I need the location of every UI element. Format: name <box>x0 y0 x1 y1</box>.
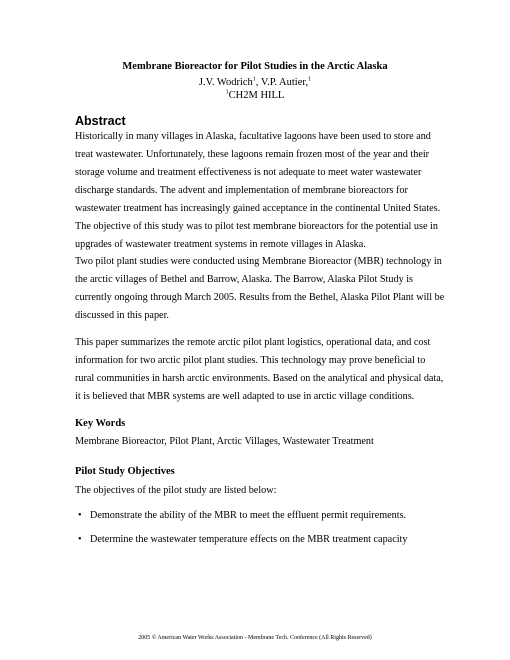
author-name: V.P. Autier, <box>260 77 309 88</box>
affiliation-mark: 1 <box>225 89 229 96</box>
keywords-text: Membrane Bioreactor, Pilot Plant, Arctic Villages, Wastewater Treatment <box>75 436 374 447</box>
author-line <box>0 76 510 89</box>
objectives-heading: Pilot Study Objectives <box>75 466 175 477</box>
affiliation <box>0 89 510 102</box>
abstract-paragraph: Historically in many villages in Alaska, facultative lagoons have been used to store and treat wastewater. Unfortunately, these lagoons remain frozen most of the year and their storage volume and treatment effectiveness is not adequate to meet water wastewater discharge standards. The advent and implementation of membrane bioreactors for wastewater treatment has increasingly gained acceptance in the continental United States. The objective of this study was to pilot test membrane bioreactors for the potential use in upgrades of wastewater treatment systems in remote villages in Alaska. <box>75 131 441 250</box>
bullet-marker: • <box>78 510 82 521</box>
page-footer: 2005 © American Water Works Association - Membrane Tech. Conference (All Rights Reserved) <box>138 635 372 641</box>
abstract-heading: Abstract <box>75 114 126 128</box>
objectives-intro: The objectives of the pilot study are listed below: <box>75 485 277 496</box>
author-separator: , <box>255 77 261 88</box>
author-name: J.V. Wodrich <box>198 77 253 88</box>
affiliation-name: CH2M HILL <box>228 90 285 101</box>
author-affil-mark: 1 <box>308 76 312 83</box>
abstract-paragraph: Two pilot plant studies were conducted using Membrane Bioreactor (MBR) technology in the arctic villages of Bethel and Barrow, Alaska. The Barrow, Alaska Pilot Study is currently ongoing through March 2005. Results from the Bethel, Alaska Pilot Plant will be discussed in this paper. <box>75 256 445 321</box>
objective-item: Determine the wastewater temperature effects on the MBR treatment capacity <box>90 534 408 545</box>
objective-item: Demonstrate the ability of the MBR to meet the effluent permit requirements. <box>90 510 407 521</box>
keywords-heading: Key Words <box>75 418 126 429</box>
abstract-paragraph: This paper summarizes the remote arctic pilot plant logistics, operational data, and cost information for two arctic pilot plant studies. This technology may prove beneficial to rural communities in harsh arctic environments. Based on the analytical and physical data, it is believed that MBR systems are well adapted to use in arctic village conditions. <box>75 337 444 402</box>
paper-title: Membrane Bioreactor for Pilot Studies in the Arctic Alaska <box>122 61 388 72</box>
author-affil-mark: 1 <box>252 76 256 83</box>
bullet-marker: • <box>78 534 82 545</box>
